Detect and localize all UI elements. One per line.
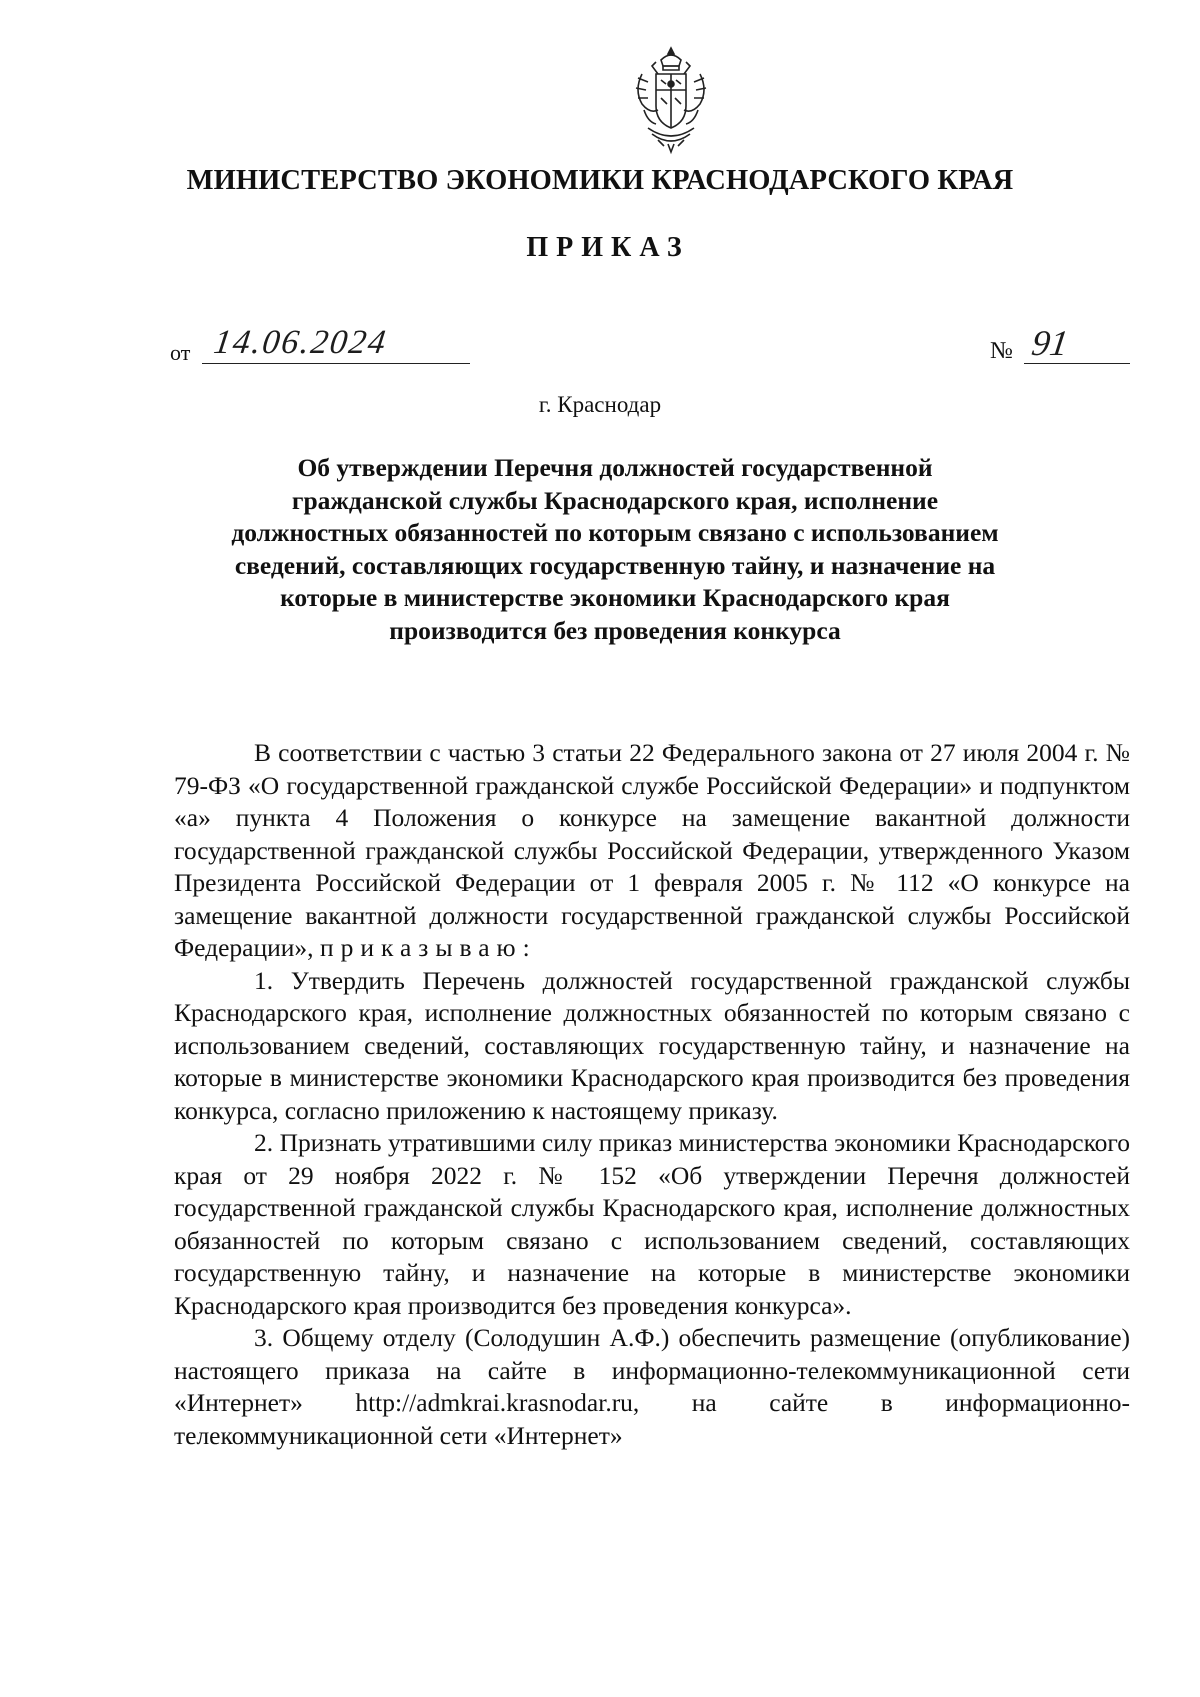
document-body [174,737,1130,1452]
date-number-row [0,323,1200,368]
handwritten-number: 91 [1029,323,1071,363]
handwritten-date: 14.06.2024 [211,324,390,361]
order-word: приказываю: [319,933,537,962]
order-item-3: 3. Общему отделу (Солодушин А.Ф.) обеспечить размещение (опубликование) настоящего приказа на сайте в информационно-телекоммуникационной сети «Интернет» http://admkrai.krasnodar.ru, на сайте в информационно-телекоммуникационной сети «Интернет» [174,1323,1130,1450]
preamble-text: В соответствии с частью 3 статьи 22 Федерального закона от 27 июля 2004 г. № 79-ФЗ «О государственной гражданской службе Российской Федерации» и подпунктом «а» пункта 4 Положения о конкурсе на замещение вакантной должности государственной гражданской службы Российской Федерации, утвержденного Указом Президента Российской Федерации от 1 февраля 2005 г. № 112 «О конкурсе на замещение вакантной должности государственной гражданской службы Российской Федерации», [174,738,1130,962]
ministry-name: МИНИСТЕРСТВО ЭКОНОМИКИ КРАСНОДАРСКОГО КРАЯ [186,165,1014,196]
document-type: ПРИКАЗ [526,232,690,263]
date-label: от [170,340,191,365]
number-label: № [990,338,1013,364]
document-title: Об утверждении Перечня должностей государственной гражданской службы Краснодарского края, исполнение должностных обязанностей по которым связано с использованием сведений, составляющих государственную тайну, и назначение на которые в министерстве экономики Краснодарского края производится без проведения конкурса [231,453,999,645]
order-item-2: 2. Признать утратившими силу приказ министерства экономики Краснодарского края от 29 ноября 2022 г. № 152 «Об утверждении Перечня должностей государственной гражданской службы Краснодарского края, исполнение должностных обязанностей по которым связано с использованием сведений, составляющих государственную тайну, и назначение на которые в министерстве экономики Краснодарского края производится без проведения конкурса». [174,1128,1130,1320]
coat-of-arms-icon [628,44,714,156]
city-line: г. Краснодар [538,392,662,417]
preamble-paragraph [174,737,1130,965]
order-item-1: 1. Утвердить Перечень должностей государственной гражданской службы Краснодарского края, исполнение должностных обязанностей по которым связано с использованием сведений, составляющих государственную тайну, и назначение на которые в министерстве экономики Краснодарского края производится без проведения конкурса, согласно приложению к настоящему приказу. [174,965,1130,1125]
date-underline [202,363,470,364]
